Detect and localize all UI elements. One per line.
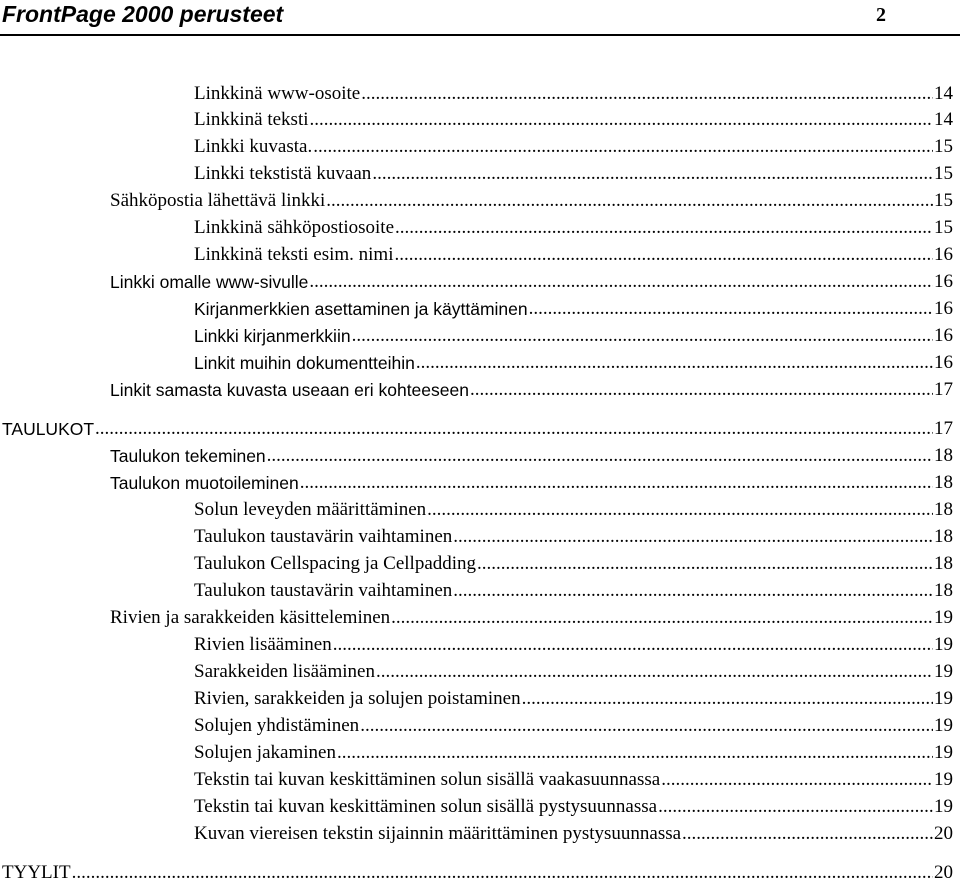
toc-entry-title: Linkki kirjanmerkkiin — [194, 326, 351, 346]
toc-entry — [194, 131, 953, 158]
toc-entry — [194, 320, 953, 347]
toc-entry — [110, 266, 953, 293]
toc-dot-leader — [95, 418, 933, 440]
toc-entry — [194, 494, 953, 521]
toc-entry — [110, 185, 953, 212]
toc-entry — [194, 791, 953, 818]
toc-entry-page: 15 — [934, 163, 953, 184]
toc-entry-page: 18 — [934, 553, 953, 574]
toc-entry — [194, 764, 953, 791]
toc-dot-leader — [522, 688, 933, 710]
toc-dot-leader — [682, 823, 933, 845]
toc-entry-page: 16 — [934, 298, 953, 319]
toc-entry — [194, 656, 953, 683]
toc-entry-title: TYYLIT — [2, 862, 71, 883]
toc-entry-page: 19 — [934, 796, 953, 817]
toc-dot-leader — [72, 862, 933, 884]
toc-dot-leader — [529, 298, 933, 320]
toc-entry-page: 19 — [934, 634, 953, 655]
toc-entry-page: 18 — [934, 526, 953, 547]
toc-entry-title: Solun leveyden määrittäminen — [194, 499, 427, 520]
toc-dot-leader — [416, 352, 933, 374]
toc-entry-title: Linkki kuvasta. — [194, 136, 313, 157]
toc-entry-title: Rivien, sarakkeiden ja solujen poistaminen — [194, 688, 521, 709]
toc-entry — [194, 158, 953, 185]
toc-entry-page: 20 — [934, 823, 953, 844]
toc-dot-leader — [395, 217, 933, 239]
toc-entry — [194, 818, 953, 845]
toc-entry-page: 18 — [934, 445, 953, 466]
toc-entry-title: Linkkinä teksti esim. nimi — [194, 244, 394, 265]
toc-entry-page: 15 — [934, 217, 953, 238]
toc-entry-title: Kuvan viereisen tekstin sijainnin määrittäminen pystysuunnassa — [194, 823, 682, 844]
toc-entry-title: Sarakkeiden lisääminen — [194, 661, 375, 682]
toc-entry — [194, 683, 953, 710]
toc-entry-page: 16 — [934, 244, 953, 265]
toc-entry — [194, 575, 953, 602]
toc-entry-page: 19 — [934, 688, 953, 709]
toc-entry-page: 20 — [934, 862, 953, 883]
toc-entry-page: 16 — [934, 271, 953, 292]
toc-entry — [194, 78, 953, 105]
toc-entry-title: Linkkinä www-osoite — [194, 83, 361, 104]
toc-entry-page: 19 — [934, 607, 953, 628]
toc-dot-leader — [376, 661, 933, 683]
toc-dot-leader — [352, 325, 933, 347]
toc-dot-leader — [658, 796, 933, 818]
toc-dot-leader — [394, 244, 933, 266]
toc-entry — [194, 548, 953, 575]
toc-entry — [194, 521, 953, 548]
toc-entry — [194, 710, 953, 737]
toc-entry — [194, 104, 953, 131]
toc-entry-page: 18 — [934, 580, 953, 601]
toc-dot-leader — [333, 634, 933, 656]
toc-entry-title: Rivien lisääminen — [194, 634, 332, 655]
toc-entry-title: Solujen yhdistäminen — [194, 715, 360, 736]
toc-entry — [2, 413, 953, 440]
toc-dot-leader — [477, 553, 933, 575]
toc-entry — [110, 374, 953, 401]
toc-entry-page: 14 — [934, 83, 953, 104]
toc-entry-title: Solujen jakaminen — [194, 742, 336, 763]
toc-dot-leader — [470, 379, 933, 401]
toc-dot-leader — [337, 742, 933, 764]
toc-entry-title: Taulukon tekeminen — [110, 446, 266, 466]
toc-entry-title: Taulukon Cellspacing ja Cellpadding — [194, 553, 477, 574]
toc-entry — [110, 440, 953, 467]
toc-entry — [194, 239, 953, 266]
toc-entry-page: 18 — [934, 499, 953, 520]
toc-dot-leader — [309, 271, 933, 293]
toc-entry-title: Taulukon taustavärin vaihtaminen — [194, 580, 453, 601]
toc-entry-page: 17 — [934, 379, 953, 400]
toc-dot-leader — [453, 580, 933, 602]
toc-entry-title: Tekstin tai kuvan keskittäminen solun sisällä pystysuunnassa — [194, 796, 658, 817]
toc-entry-page: 19 — [934, 661, 953, 682]
toc-entry-page: 15 — [934, 190, 953, 211]
toc-dot-leader — [391, 607, 933, 629]
toc-entry — [194, 737, 953, 764]
toc-dot-leader — [326, 190, 933, 212]
toc-dot-leader — [267, 445, 933, 467]
toc-entry-title: Linkki tekstistä kuvaan — [194, 163, 372, 184]
document-title: FrontPage 2000 perusteet — [2, 1, 284, 27]
toc-entry-title: Linkki omalle www-sivulle — [110, 272, 309, 292]
toc-entry — [194, 293, 953, 320]
toc-entry-title: Linkit samasta kuvasta useaan eri kohteeseen — [110, 380, 469, 400]
toc-dot-leader — [427, 499, 933, 521]
toc-entry-page: 14 — [934, 109, 953, 130]
toc-entry-title: TAULUKOT — [2, 419, 95, 439]
toc-dot-leader — [661, 769, 933, 791]
toc-entry-title: Linkkinä sähköpostiosoite — [194, 217, 395, 238]
toc-entry-page: 19 — [934, 769, 953, 790]
toc-entry-page: 18 — [934, 472, 953, 493]
toc-entry-title: Linkkinä teksti — [194, 109, 309, 130]
toc-entry-page: 19 — [934, 715, 953, 736]
toc-dot-leader — [360, 715, 933, 737]
toc-dot-leader — [361, 83, 933, 105]
toc-entry-title: Taulukon muotoileminen — [110, 473, 299, 493]
toc-entry-page: 19 — [934, 742, 953, 763]
toc-entry-page: 17 — [934, 418, 953, 439]
toc-entry — [194, 212, 953, 239]
toc-dot-leader — [300, 472, 933, 494]
toc-entry — [194, 347, 953, 374]
toc-entry — [110, 602, 953, 629]
toc-entry-title: Kirjanmerkkien asettaminen ja käyttäminen — [194, 299, 528, 319]
toc-entry — [194, 629, 953, 656]
toc-entry-title: Taulukon taustavärin vaihtaminen — [194, 526, 453, 547]
toc-dot-leader — [313, 136, 933, 158]
toc-dot-leader — [372, 163, 933, 185]
toc-entry-title: Sähköpostia lähettävä linkki — [110, 190, 326, 211]
toc-dot-leader — [453, 526, 933, 548]
toc-dot-leader — [310, 109, 933, 131]
toc-entry-title: Tekstin tai kuvan keskittäminen solun sisällä vaakasuunnassa — [194, 769, 661, 790]
toc-entry-page: 16 — [934, 325, 953, 346]
toc-entry-title: Rivien ja sarakkeiden käsitteleminen — [110, 607, 391, 628]
page-number: 2 — [876, 4, 886, 26]
toc-entry-page: 15 — [934, 136, 953, 157]
toc-entry-page: 16 — [934, 352, 953, 373]
toc-entry — [110, 467, 953, 494]
toc-entry — [2, 857, 953, 884]
toc-entry-title: Linkit muihin dokumentteihin — [194, 353, 415, 373]
